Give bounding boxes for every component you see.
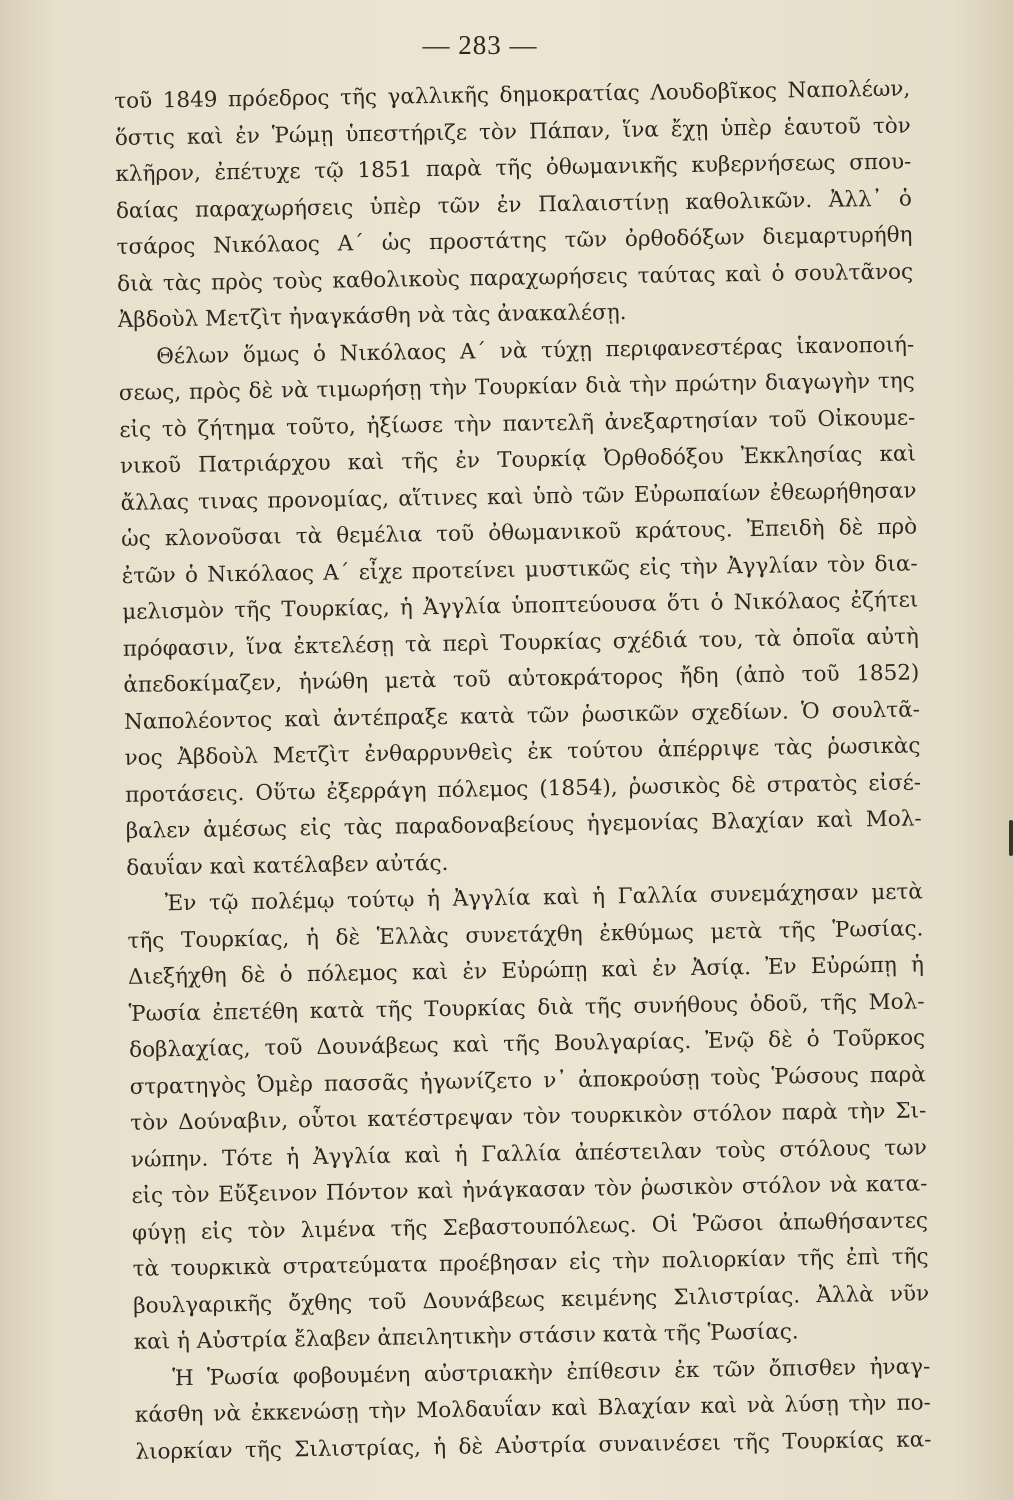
text-line: μελισμὸν τῆς Τουρκίας, ἡ Ἀγγλία ὑποπτεύουσα ὅτι ὁ Νικόλαος ἐζήτει [122, 587, 919, 625]
text-line: τὰ τουρκικὰ στρατεύματα προέβησαν εἰς τὴν πολιορκίαν τῆς ἐπὶ τῆς [132, 1244, 929, 1282]
text-line: ἀπεδοκίμαζεν, ἡνώθη μετὰ τοῦ αὐτοκράτορος ἤδη (ἀπὸ τοῦ 1852) [123, 660, 920, 698]
text-line: ἐτῶν ὁ Νικόλαος Α΄ εἶχε προτείνει μυστικῶς εἰς τὴν Ἀγγλίαν τὸν δια- [121, 550, 918, 589]
text-line: λιορκίαν τῆς Σιλιστρίας, ἡ δὲ Αὐστρία συναινέσει τῆς Τουρκίας κα- [135, 1426, 932, 1465]
text-line: διὰ τὰς πρὸς τοὺς καθολικοὺς παραχωρήσεις ταύτας καὶ ὁ σουλτᾶνος [116, 258, 914, 297]
text-line: Ναπολέοντος καὶ ἀντέπραξε κατὰ τῶν ῥωσικῶν σχεδίων. Ὁ σουλτᾶ- [123, 696, 921, 735]
paragraph-start-line: Ἐν τῷ πολέμῳ τούτῳ ἡ Ἀγγλία καὶ ἡ Γαλλία συνεμάχησαν μετὰ [164, 879, 923, 917]
text-line: σεως, πρὸς δὲ νὰ τιμωρήσῃ τὴν Τουρκίαν διὰ τὴν πρώτην διαγωγὴν της [118, 368, 915, 406]
text-line: Ἀβδοὺλ Μετζὶτ ἠναγκάσθη νὰ τὰς ἀνακαλέσῃ. [117, 299, 627, 333]
text-line: βουλγαρικῆς ὄχθης τοῦ Δουνάβεως κειμένης Σιλιστρίας. Ἀλλὰ νῦν [132, 1280, 930, 1319]
text-line: τὸν Δούναβιν, οὗτοι κατέστρεψαν τὸν τουρκικὸν στόλον παρὰ τὴν Σι- [130, 1098, 927, 1136]
text-line: φύγῃ εἰς τὸν λιμένα τῆς Σεβαστουπόλεως. Οἱ Ῥῶσοι ἀπωθήσαντες [131, 1207, 929, 1246]
text-line: νος Ἀβδοὺλ Μετζὶτ ἐνθαρρυνθεὶς ἐκ τούτου ἀπέρριψε τὰς ῥωσικὰς [124, 733, 921, 771]
text-line: νικοῦ Πατριάρχου καὶ τῆς ἐν Τουρκίᾳ Ὀρθοδόξου Ἐκκλησίας καὶ [119, 441, 917, 479]
paragraph-start-line: Θέλων ὅμως ὁ Νικόλαος Α΄ νὰ τύχῃ περιφανεστέρας ἱκανοποιή- [156, 331, 915, 369]
text-line: εἰς τὸ ζήτημα τοῦτο, ἠξίωσε τὴν παντελῆ ἀνεξαρτησίαν τοῦ Οἰκουμε- [119, 404, 916, 443]
text-line: κλῆρον, ἐπέτυχε τῷ 1851 παρὰ τῆς ὀθωμανικῆς κυβερνήσεως σπου- [115, 149, 912, 187]
text-line: ὅστις καὶ ἐν Ῥώμῃ ὑπεστήριζε τὸν Πάπαν, ἵνα ἔχῃ ὑπὲρ ἑαυτοῦ τὸν [114, 112, 911, 151]
text-line: τῆς Τουρκίας, ἡ δὲ Ἑλλὰς συνετάχθη ἐκθύμως μετὰ τῆς Ῥωσίας. [127, 915, 924, 954]
text-line: βαλεν ἀμέσως εἰς τὰς παραδοναβείους ἡγεμονίας Βλαχίαν καὶ Μολ- [125, 806, 922, 844]
text-line: δαυΐαν καὶ κατέλαβεν αὐτάς. [126, 850, 449, 881]
text-line: τοῦ 1849 πρόεδρος τῆς γαλλικῆς δημοκρατίας Λουδοβῖκος Ναπολέων, [114, 76, 911, 114]
text-line: καὶ ἡ Αὐστρία ἔλαβεν ἀπειλητικὴν στάσιν κατὰ τῆς Ῥωσίας. [133, 1319, 799, 1355]
text-line: κάσθη νὰ ἐκκενώσῃ τὴν Μολδαυΐαν καὶ Βλαχίαν καὶ νὰ λύσῃ τὴν πο- [134, 1390, 932, 1428]
page-edge-mark [1009, 820, 1013, 856]
text-line: πρόφασιν, ἵνα ἐκτελέσῃ τὰ περὶ Τουρκίας σχέδιά του, τὰ ὁποῖα αὐτὴ [122, 623, 919, 662]
text-line: Διεξήχθη δὲ ὁ πόλεμος καὶ ἐν Εὐρώπῃ καὶ ἐν Ἀσίᾳ. Ἐν Εὐρώπῃ ἡ [127, 952, 925, 990]
body-text [114, 71, 932, 1470]
text-line: ἄλλας τινας προνομίας, αἵτινες καὶ ὑπὸ τῶν Εὐρωπαίων ἐθεωρήθησαν [120, 477, 917, 516]
paragraph-start-line: Ἡ Ῥωσία φοβουμένη αὐστριακὴν ἐπίθεσιν ἐκ τῶν ὄπισθεν ἠναγ- [172, 1353, 931, 1391]
text-line: δαίας παραχωρήσεις ὑπὲρ τῶν ἐν Παλαιστίνῃ καθολικῶν. Ἀλλ᾿ ὁ [115, 185, 913, 224]
text-line: τσάρος Νικόλαος Α΄ ὡς προστάτης τῶν ὀρθοδόξων διεμαρτυρήθη [116, 222, 913, 260]
text-line: στρατηγὸς Ὀμὲρ πασσᾶς ἠγωνίζετο ν᾿ ἀποκρούσῃ τοὺς Ῥώσους παρὰ [129, 1061, 926, 1100]
text-line: δοβλαχίας, τοῦ Δουνάβεως καὶ τῆς Βουλγαρίας. Ἐνῷ δὲ ὁ Τοῦρκος [128, 1025, 926, 1063]
text-line: ὡς κλονοῦσαι τὰ θεμέλια τοῦ ὀθωμανικοῦ κράτους. Ἐπειδὴ δὲ πρὸ [120, 514, 918, 552]
text-line: νώπην. Τότε ἡ Ἀγγλία καὶ ἡ Γαλλία ἀπέστειλαν τοὺς στόλους των [130, 1134, 927, 1173]
text-line: Ῥωσία ἐπετέθη κατὰ τῆς Τουρκίας διὰ τῆς συνήθους ὁδοῦ, τῆς Μολ- [128, 988, 925, 1027]
text-line: εἰς τὸν Εὔξεινον Πόντον καὶ ἠνάγκασαν τὸν ῥωσικὸν στόλον νὰ κατα- [131, 1171, 928, 1209]
text-line: προτάσεις. Οὕτω ἐξερράγη πόλεμος (1854), ῥωσικὸς δὲ στρατὸς εἰσέ- [124, 769, 922, 808]
page-number: — 283 — [422, 30, 538, 60]
